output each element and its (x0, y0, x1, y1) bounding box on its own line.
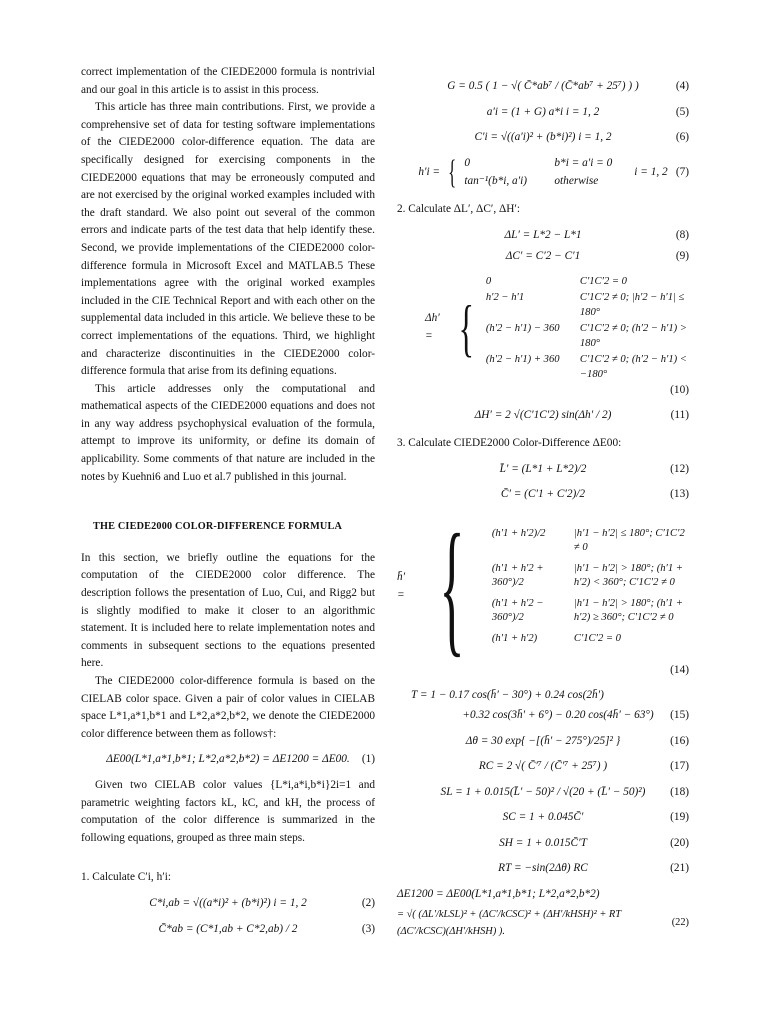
equation-10-case-4-value: (h′2 − h′1) + 360 (485, 353, 560, 365)
equation-10-case-1-value: 0 (485, 275, 492, 287)
equation-16-body: Δθ = 30 exp{ −[(h̄′ − 275°)/25]² } (465, 734, 621, 747)
equation-2-number: (2) (361, 896, 375, 909)
equation-10-case-2-value: h′2 − h′1 (485, 291, 525, 303)
paragraph-intro-end: correct implementation of the CIEDE2000 formula is nontrivial and our goal in this article is to assist in this process. (81, 66, 375, 96)
equation-6-number: (6) (675, 131, 689, 144)
equation-15a (411, 687, 689, 705)
equation-15-number: (15) (670, 708, 689, 721)
equation-9 (397, 248, 689, 266)
equation-10-case-3-value: (h′2 − h′1) − 360 (485, 322, 560, 334)
equation-10 (425, 274, 689, 382)
equation-16 (397, 733, 689, 751)
equation-14-case-1-value: (h′1 + h′2)/2 (491, 527, 546, 539)
equation-17-number: (17) (670, 760, 689, 773)
equation-12-body: L̄′ = (L*1 + L*2)/2 (499, 462, 587, 475)
equation-14-case-3-cond: |h′1 − h′2| > 180°; (h′1 + h′2) ≥ 360°; C′1C′2 ≠ 0 (573, 597, 683, 624)
equation-13-number: (13) (670, 488, 689, 501)
equation-2-body: C*i,ab = √((a*i)² + (b*i)²) i = 1, 2 (149, 896, 307, 909)
equation-10-case-1-cond: C′1C′2 = 0 (579, 275, 627, 287)
right-column (397, 70, 689, 949)
equation-7-case-2-value: tan⁻¹(b*i, a′i) (464, 175, 528, 188)
equation-10-number: (10) (670, 383, 689, 396)
equation-16-number: (16) (670, 734, 689, 747)
equation-9-body: ΔC′ = C′2 − C′1 (505, 250, 581, 263)
paragraph-process: Given two CIELAB color values {L*i,a*i,b*i}2i=1 and parametric weighting factors kL, kC, and kH, the process of computation of the color difference is summarized in the following equations, grouped as three main steps. (81, 778, 375, 844)
section-heading: THE CIEDE2000 COLOR-DIFFERENCE FORMULA (93, 521, 343, 533)
paragraph-cielab: The CIEDE2000 color-difference formula is based on the CIELAB color space. Given a pair of color values in CIELAB space L*1,a*1,b*1 and L*2,a*2,b*2, we denote the CIEDE2000 color difference between them as follows†: (81, 675, 375, 740)
equation-4-number: (4) (675, 80, 689, 92)
equation-17 (397, 758, 689, 776)
equation-7-case-2-cond: otherwise (554, 175, 599, 188)
equation-22a (397, 886, 689, 904)
equation-14-case-4-cond: C′1C′2 = 0 (573, 632, 621, 644)
equation-21 (397, 860, 689, 878)
equation-22-line-1: ΔE1200 = ΔE00(L*1,a*1,b*1; L*2,a*2,b*2) (397, 888, 600, 901)
equation-14-case-3-value: (h′1 + h′2 − 360°)/2 (491, 597, 544, 624)
equation-7-number: (7) (675, 166, 689, 179)
left-brace-icon: { (448, 153, 457, 191)
equation-6 (397, 129, 689, 147)
equation-5-number: (5) (675, 105, 689, 118)
equation-7-case-1-value: 0 (464, 156, 471, 169)
equation-9-number: (9) (675, 250, 689, 263)
equation-10-cases (425, 274, 689, 382)
step-1-heading: 1. Calculate C′i, h′i: (81, 871, 171, 884)
paragraph-outline: In this section, we briefly outline the equations for the computation of the CIEDE2000 color difference. The description follows the presentation of Luo, Cui, and Rigg2 but is slightly modified to make it closer to an algorithmic statement. It is included here to relate implementation notes and comments in subsequent sections to the equations presented here. (81, 551, 375, 670)
equation-10-case-4-cond: C′1C′2 ≠ 0; (h′2 − h′1) < −180° (579, 353, 687, 380)
equation-14-case-2-value: (h′1 + h′2 + 360°)/2 (491, 562, 544, 589)
equation-15-line-2: +0.32 cos(3h̄′ + 6°) − 0.20 cos(4h̄′ − 63°) (462, 708, 654, 721)
equation-7-cases (418, 155, 667, 191)
equation-11-body: ΔH′ = 2 √(C′1C′2) sin(Δh′ / 2) (474, 409, 612, 422)
equation-3 (81, 921, 375, 939)
equation-2 (81, 895, 375, 913)
equation-5-body: a′i = (1 + G) a*i i = 1, 2 (486, 105, 600, 118)
equation-13 (397, 486, 689, 504)
equation-15b (397, 707, 689, 725)
equation-3-number: (3) (361, 922, 375, 935)
equation-10-case-2-cond: C′1C′2 ≠ 0; |h′2 − h′1| ≤ 180° (579, 291, 685, 318)
equation-11-number: (11) (670, 409, 689, 422)
equation-14-number: (14) (670, 663, 689, 676)
equation-14-case-4-value: (h′1 + h′2) (491, 632, 538, 644)
equation-11 (397, 407, 689, 425)
equation-6-body: C′i = √((a′i)² + (b*i)²) i = 1, 2 (474, 131, 612, 144)
equation-18-number: (18) (670, 785, 689, 798)
equation-21-body: RT = −sin(2Δθ) RC (498, 862, 588, 875)
equation-3-body: C̄*ab = (C*1,ab + C*2,ab) / 2 (158, 922, 298, 935)
equation-20-body: SH = 1 + 0.015C̄′T (499, 836, 587, 849)
paragraph-contributions: This article has three main contributions. First, we provide a comprehensive set of data for testing software implementations of the CIEDE2000 color-difference equation. The data are specifically designed for exercising components in the CIEDE2000 equations that may be erroneously computed and are not exercised by the original worked examples included with the draft standard. We also point out several of the common errors and indicate parts of the test data that help identify these. Second, we provide implementations of the CIEDE2000 color-difference formula in Microsoft Excel and MATLAB.5 These implementations agree with the original worked examples included in the CIE Technical Report and with each other on the supplemental data included in this article. We believe these to be correct implementations of the equations. Third, we highlight and characterize discontinuities in the CIEDE2000 color-difference formula that arise from its defining equations. (81, 101, 375, 378)
equation-4-body: G = 0.5 ( 1 − √( C̄*ab⁷ / (C̄*ab⁷ + 25⁷) ) ) (447, 80, 639, 92)
equation-19-number: (19) (670, 811, 689, 824)
equation-14-lhs: h̄′ = (397, 571, 406, 601)
equation-17-body: RC = 2 √( C̄′⁷ / (C̄′⁷ + 25⁷) ) (478, 760, 608, 773)
paragraph-scope: This article addresses only the computational and mathematical aspects of the CIEDE2000 equations and does not in any way address psychophysical evaluation of the formula, attempt to improve its uniformity, or define its domain of applicability. Some comments of that nature are included in the notes by Kuehni6 and Luo et al.7 published in this journal. (81, 382, 375, 483)
equation-22-number: (22) (671, 917, 689, 929)
left-brace-icon: { (439, 503, 465, 670)
equation-13-body: C̄′ = (C′1 + C′2)/2 (500, 488, 586, 501)
step-2-heading: 2. Calculate ΔL′, ΔC′, ΔH′: (397, 202, 521, 215)
step-3-heading: 3. Calculate CIEDE2000 Color-Difference ΔE00: (397, 436, 622, 449)
equation-7-tail: i = 1, 2 (634, 166, 668, 179)
equation-8-body: ΔL′ = L*2 − L*1 (504, 228, 582, 241)
equation-15-line-1: T = 1 − 0.17 cos(h̄′ − 30°) + 0.24 cos(2h̄′) (411, 689, 604, 702)
equation-20-number: (20) (670, 836, 689, 849)
equation-12-number: (12) (670, 462, 689, 475)
equation-14-case-1-cond: |h′1 − h′2| ≤ 180°; C′1C′2 ≠ 0 (573, 527, 685, 554)
equation-22b (397, 906, 689, 941)
equation-20 (397, 835, 689, 853)
equation-4 (397, 78, 689, 96)
left-brace-icon: { (458, 291, 475, 363)
equation-7 (397, 155, 689, 191)
equation-1-number: (1) (361, 753, 375, 766)
equation-1-body: ΔE00(L*1,a*1,b*1; L*2,a*2,b*2) = ΔE1200 = ΔE00. (106, 753, 350, 766)
equation-8 (397, 227, 689, 245)
equation-22-line-2: = √( (ΔL′/kLSL)² + (ΔC′/kCSC)² + (ΔH′/kHSH)² + RT (ΔC′/kCSC)(ΔH′/kHSH) ). (397, 908, 621, 938)
equation-19-body: SC = 1 + 0.045C̄′ (502, 811, 584, 824)
equation-1 (81, 751, 375, 769)
equation-19 (397, 809, 689, 827)
equation-10-case-3-cond: C′1C′2 ≠ 0; (h′2 − h′1) > 180° (579, 322, 687, 349)
left-column (81, 64, 375, 946)
equation-7-lhs: h′i = (418, 166, 441, 179)
equation-5 (397, 104, 689, 122)
equation-7-case-1-cond: b*i = a′i = 0 (554, 156, 613, 169)
equation-8-number: (8) (675, 228, 689, 241)
equation-10-lhs: Δh′ = (425, 312, 440, 342)
equation-14-case-2-cond: |h′1 − h′2| > 180°; (h′1 + h′2) < 360°; C′1C′2 ≠ 0 (573, 562, 683, 589)
equation-18 (397, 784, 689, 802)
equation-18-body: SL = 1 + 0.015(L̄′ − 50)² / √(20 + (L̄′ − 50)²) (440, 785, 646, 798)
equation-12 (397, 461, 689, 479)
equation-21-number: (21) (670, 862, 689, 875)
